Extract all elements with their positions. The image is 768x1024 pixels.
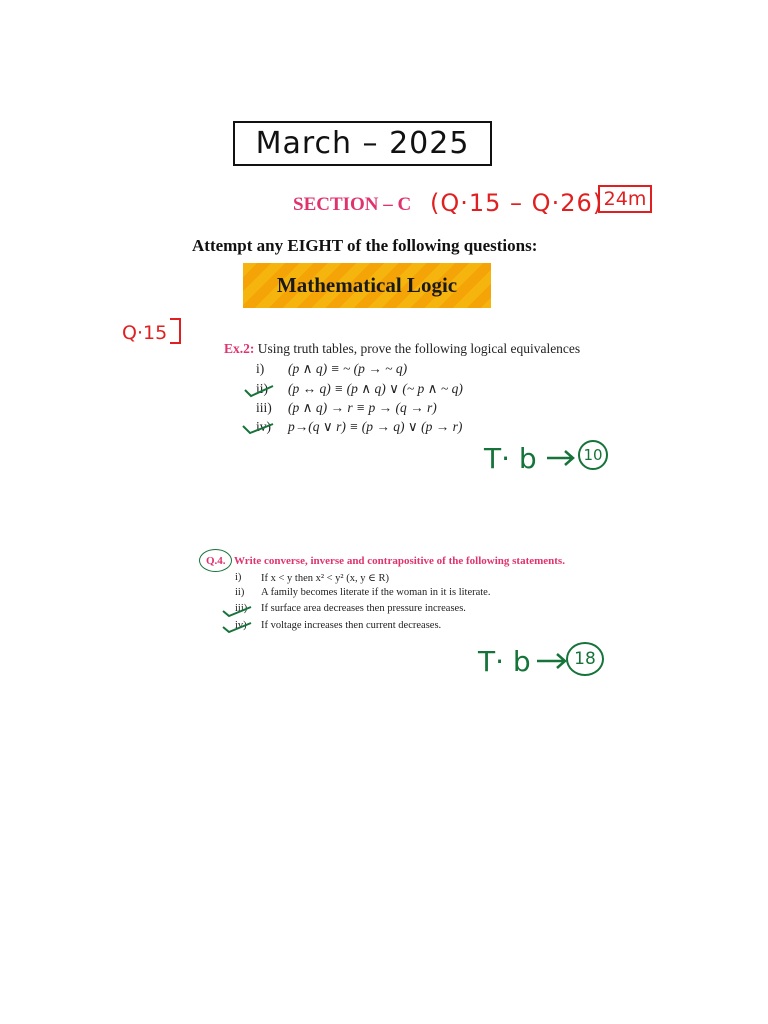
page-number-circle (566, 642, 604, 676)
item-text: If voltage increases then current decreases. (261, 620, 442, 631)
item-text: If x < y then x² < y² (x, y ∈ R) (261, 573, 389, 584)
list-item (256, 381, 463, 397)
list-item (235, 587, 490, 598)
item-text: (p ∧ q) → r ≡ p → (q → r) (288, 400, 437, 415)
page-number-circle (578, 440, 608, 470)
chapter-title: Mathematical Logic (276, 273, 458, 297)
question-prompt: Write converse, inverse and contrapositive of the following statements. (234, 555, 565, 567)
section-range-annotation: (Q·15 – Q·26) (430, 189, 604, 217)
textbook-ref-label: T· b (484, 442, 537, 475)
item-number: iii) (235, 603, 248, 614)
exercise-number: Ex.2: (224, 341, 255, 356)
checkmark-icon (222, 620, 248, 632)
list-item (235, 572, 389, 584)
item-number: i) (256, 361, 265, 376)
item-text: (p ∧ q) ≡ ~ (p → ~ q) (288, 361, 408, 376)
list-item (235, 603, 466, 614)
item-number: iv) (256, 419, 271, 434)
exam-title: March – 2025 (255, 126, 470, 161)
item-number: iv) (235, 620, 247, 631)
exercise-prompt: Using truth tables, prove the following logical equivalences (257, 341, 581, 356)
item-number: iii) (256, 400, 272, 415)
instruction-text: Attempt any EIGHT of the following questions: (192, 236, 538, 255)
textbook-page: 18 (574, 649, 596, 669)
question-number: Q.4. (206, 555, 226, 567)
checkmark-icon (242, 421, 268, 433)
list-item (235, 620, 441, 631)
item-number: ii) (235, 587, 245, 598)
checkmark-icon (244, 384, 270, 396)
item-number: i) (235, 572, 242, 583)
chapter-banner (243, 263, 491, 308)
item-number: ii) (256, 381, 268, 396)
arrow-right-icon (546, 448, 576, 473)
textbook-page: 10 (583, 446, 603, 464)
exercise-heading (224, 341, 580, 357)
title-box (233, 121, 492, 166)
item-text: If surface area decreases then pressure increases. (261, 603, 466, 614)
marks-annotation: 24m (603, 188, 647, 210)
bracket-mark (170, 318, 181, 344)
arrow-right-icon (536, 651, 568, 676)
list-item (256, 419, 462, 435)
list-item (256, 400, 437, 416)
item-text: A family becomes literate if the woman in it is literate. (261, 587, 491, 598)
question-15-annotation: Q·15 (122, 322, 168, 344)
item-text: (p ↔ q) ≡ (p ∧ q) ∨ (~ p ∧ ~ q) (288, 381, 463, 396)
item-text: p→(q ∨ r) ≡ (p → q) ∨ (p → r) (288, 419, 463, 434)
list-item (256, 361, 407, 377)
checkmark-icon (222, 604, 248, 616)
section-label: SECTION – C (293, 194, 412, 215)
marks-box (598, 185, 652, 213)
textbook-ref-label: T· b (478, 645, 531, 678)
